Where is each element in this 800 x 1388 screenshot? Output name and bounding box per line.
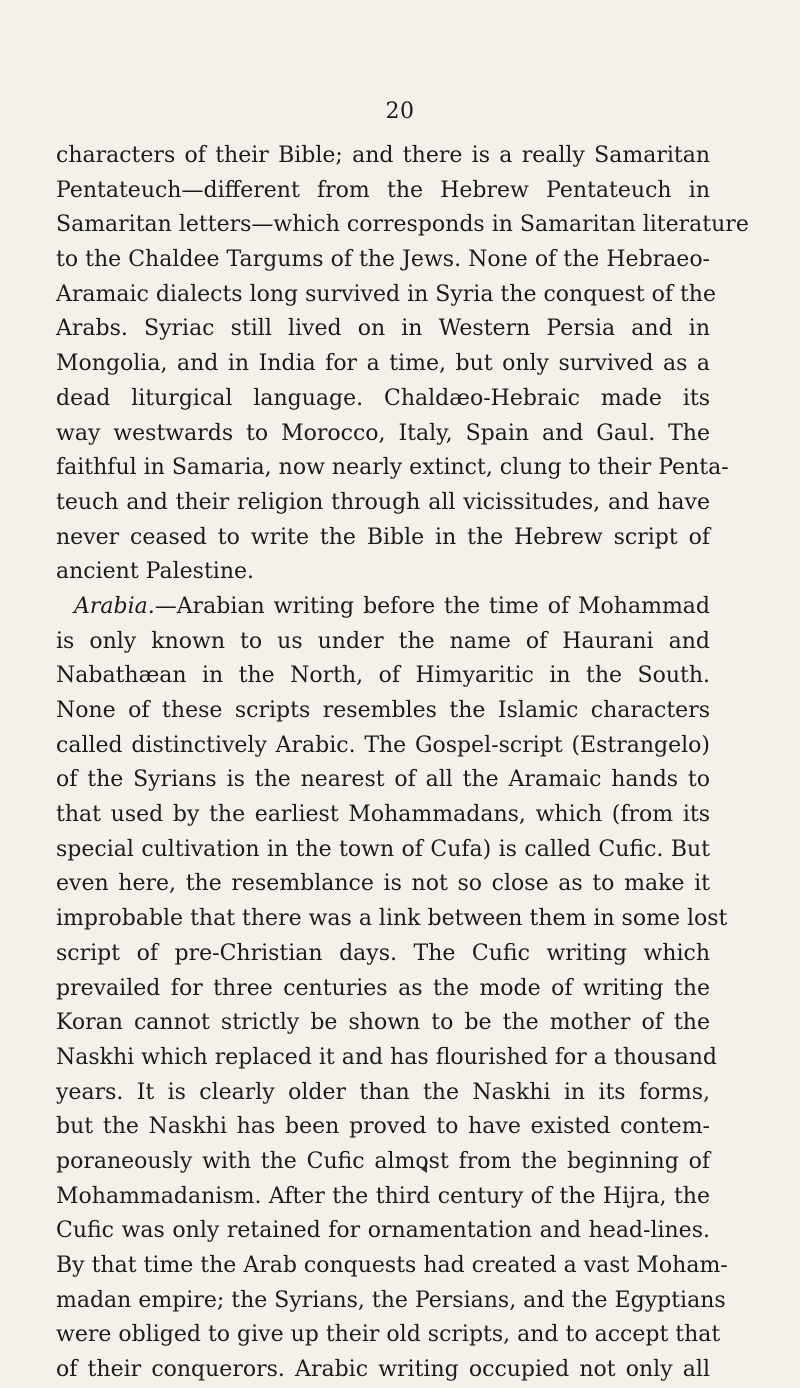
body-text (56, 139, 749, 1388)
text-line: dead liturgical language. Chaldæo-Hebraic made its (56, 385, 710, 411)
text-line: way westwards to Morocco, Italy, Spain and Gaul. The (56, 420, 710, 446)
text-line: of their conquerors. Arabic writing occupied not only all (56, 1357, 710, 1383)
text-line: to the Chaldee Targums of the Jews. None of the Hebraeo- (56, 247, 710, 273)
section-heading-arabia: Arabia. (74, 593, 155, 619)
text-line: Cufic was only retained for ornamentation and head-lines. (56, 1218, 710, 1244)
text-line: Aramaic dialects long survived in Syria the conquest of the (56, 281, 716, 307)
text-line: Pentateuch—different from the Hebrew Pentateuch in (56, 177, 710, 203)
text-line: characters of their Bible; and there is a really Samaritan (56, 143, 710, 168)
text-line: By that time the Arab conquests had created a vast Moham- (56, 1253, 728, 1278)
text-line: poraneously with the Cufic almost from the beginning of (56, 1148, 710, 1174)
text-line: of the Syrians is the nearest of all the Aramaic hands to (56, 767, 710, 793)
text-line: Samaritan letters—which corresponds in Samaritan literature (56, 212, 749, 238)
text-line: years. It is clearly older than the Naskhi in its forms, (56, 1079, 710, 1105)
text-line: madan empire; the Syrians, the Persians, and the Egyptians (56, 1287, 726, 1313)
text-line: that used by the earliest Mohammadans, which (from its (56, 802, 710, 828)
page-number: 20 (385, 99, 415, 124)
text-line: special cultivation in the town of Cufa) is called Cufic. But (56, 836, 710, 862)
text-line: faithful in Samaria, now nearly extinct, clung to their Penta- (56, 455, 729, 481)
text-line: even here, the resemblance is not so close as to make it (56, 871, 710, 897)
triangle-left-icon (421, 1165, 427, 1173)
text-line: None of these scripts resembles the Islamic characters (56, 698, 710, 723)
text-line: prevailed for three centuries as the mode of writing the (56, 975, 710, 1001)
text-line: never ceased to write the Bible in the Hebrew script of (56, 524, 710, 550)
text-line: improbable that there was a link between them in some lost (56, 906, 728, 932)
text-line: called distinctively Arabic. The Gospel-script (Estrangelo) (56, 732, 710, 758)
text-line: were obliged to give up their old scripts, and to accept that (56, 1322, 721, 1348)
text-line: Mongolia, and in India for a time, but only survived as a (56, 351, 710, 377)
text-line: script of pre-Christian days. The Cufic writing which (56, 940, 710, 966)
text-line: Naskhi which replaced it and has flourished for a thousand (56, 1044, 717, 1070)
text-line: ancient Palestine. (56, 559, 254, 585)
arabia-paragraph-first-line (56, 590, 710, 625)
text-line: Arabs. Syriac still lived on in Western Persia and in (56, 316, 710, 342)
text-line: teuch and their religion through all vicissitudes, and have (56, 489, 710, 515)
text-line: but the Naskhi has been proved to have existed contem- (56, 1114, 710, 1140)
text-line-rest: —Arabian writing before the time of Mohammad (154, 593, 710, 619)
text-line: Nabathæan in the North, of Himyaritic in the South. (56, 663, 710, 689)
text-line: is only known to us under the name of Haurani and (56, 628, 710, 654)
text-line: Mohammadanism. After the third century of the Hijra, the (56, 1183, 710, 1209)
text-line: Koran cannot strictly be shown to be the mother of the (56, 1010, 710, 1036)
